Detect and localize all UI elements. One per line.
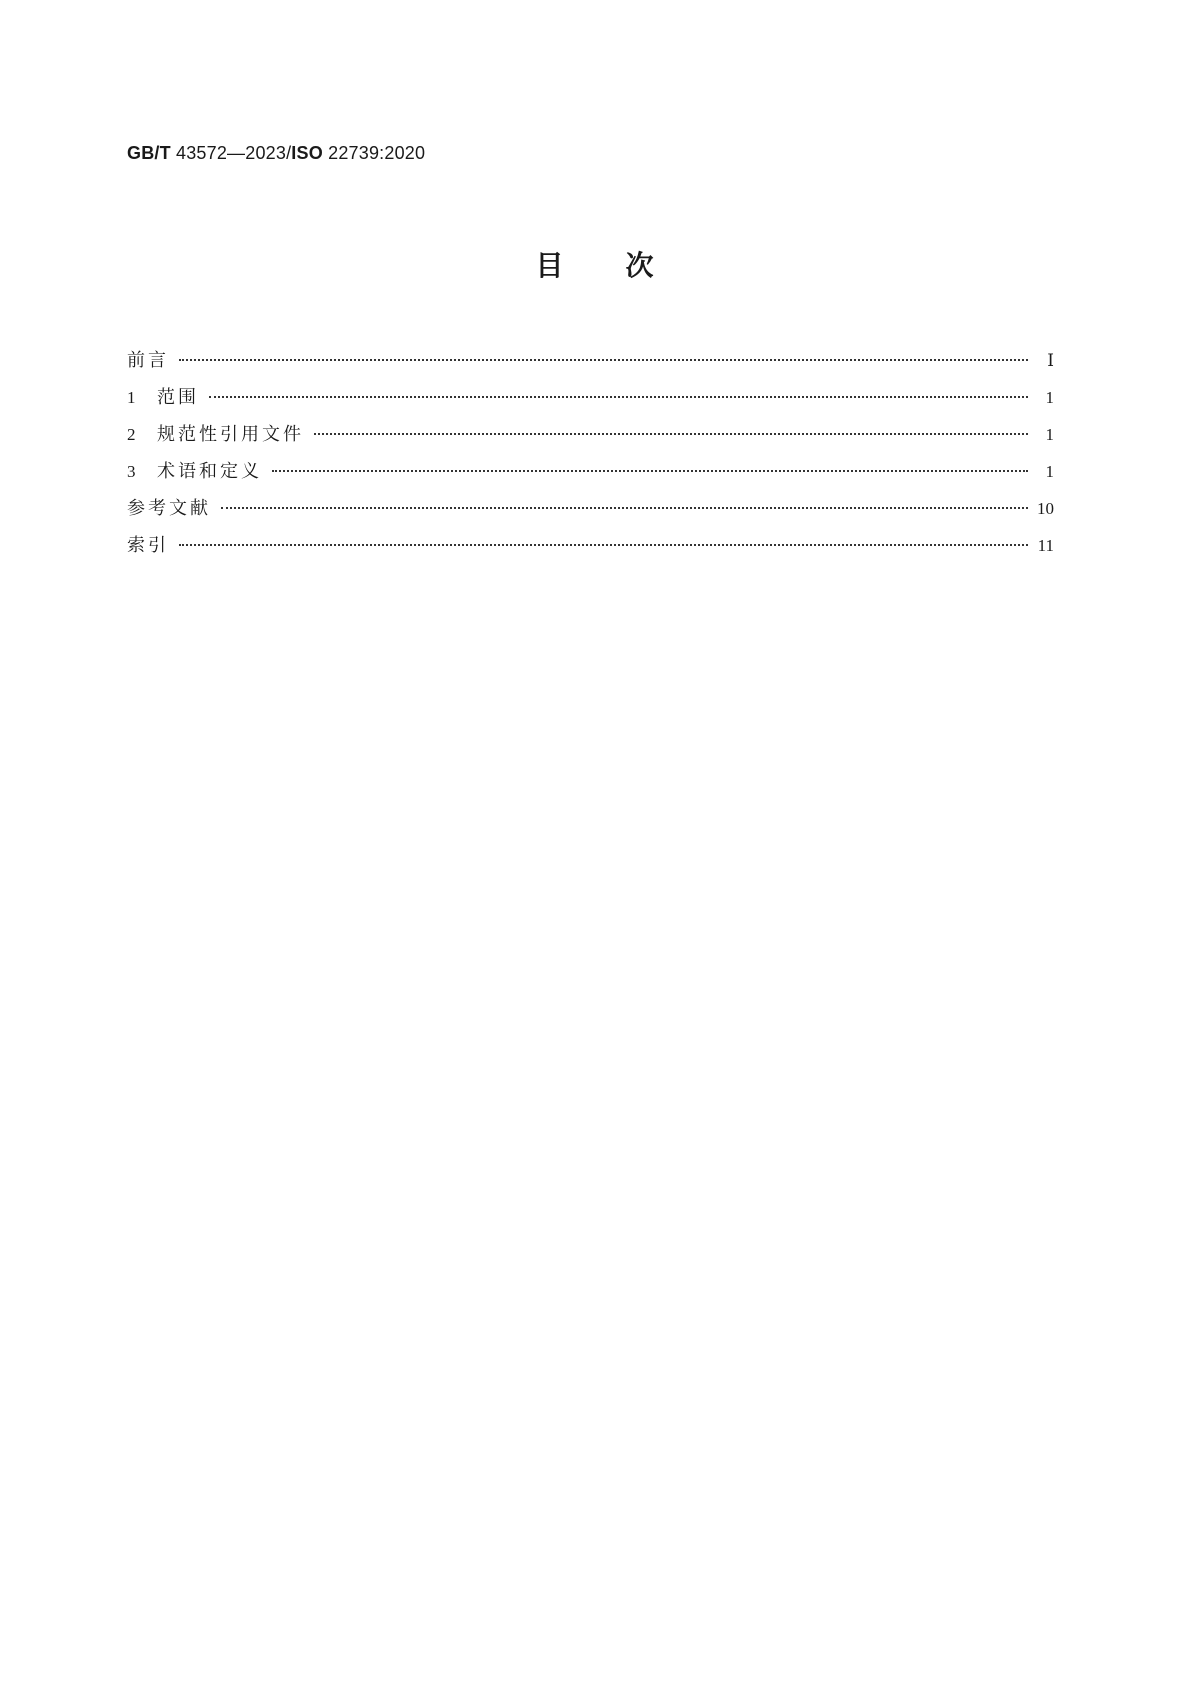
toc-entry-label: 规范性引用文件 [157, 424, 304, 445]
table-of-contents [127, 342, 1054, 564]
toc-leader-dots [221, 507, 1028, 509]
toc-entry-page: 1 [1045, 462, 1054, 481]
toc-entry-terms-definitions[interactable] [127, 453, 1054, 490]
toc-entry-page: 10 [1037, 499, 1054, 518]
toc-leader-dots [209, 396, 1028, 398]
standard-code-header [127, 143, 425, 164]
toc-entry-label: 前言 [127, 350, 169, 371]
toc-leader-dots [272, 470, 1028, 472]
toc-leader-dots [314, 433, 1028, 435]
toc-entry-foreword[interactable] [127, 342, 1054, 379]
toc-entry-number: 3 [127, 462, 136, 481]
toc-entry-page: 1 [1045, 425, 1054, 444]
toc-entry-page: 11 [1037, 536, 1054, 555]
toc-title-char: 次 [625, 249, 656, 282]
toc-leader-dots [179, 544, 1028, 546]
toc-title-char: 目 [535, 249, 566, 282]
toc-entry-label: 范围 [157, 387, 199, 408]
iso-prefix: ISO [291, 143, 323, 163]
toc-entry-label: 术语和定义 [157, 461, 262, 482]
toc-entry-number: 2 [127, 425, 136, 444]
toc-entry-scope[interactable] [127, 379, 1054, 416]
toc-entry-label: 参考文献 [127, 498, 211, 519]
toc-title [0, 244, 1191, 284]
toc-entry-normative-references[interactable] [127, 416, 1054, 453]
toc-entry-page: 1 [1045, 388, 1054, 407]
toc-entry-page: Ⅰ [1047, 351, 1054, 370]
toc-leader-dots [179, 359, 1028, 361]
toc-entry-label: 索引 [127, 535, 169, 556]
standard-number: 43572—2023/ [170, 143, 292, 163]
standard-prefix: GB/T [127, 143, 171, 163]
iso-number: 22739:2020 [322, 143, 426, 163]
toc-entry-bibliography[interactable] [127, 490, 1054, 527]
toc-entry-number: 1 [127, 388, 136, 407]
toc-entry-index[interactable] [127, 527, 1054, 564]
